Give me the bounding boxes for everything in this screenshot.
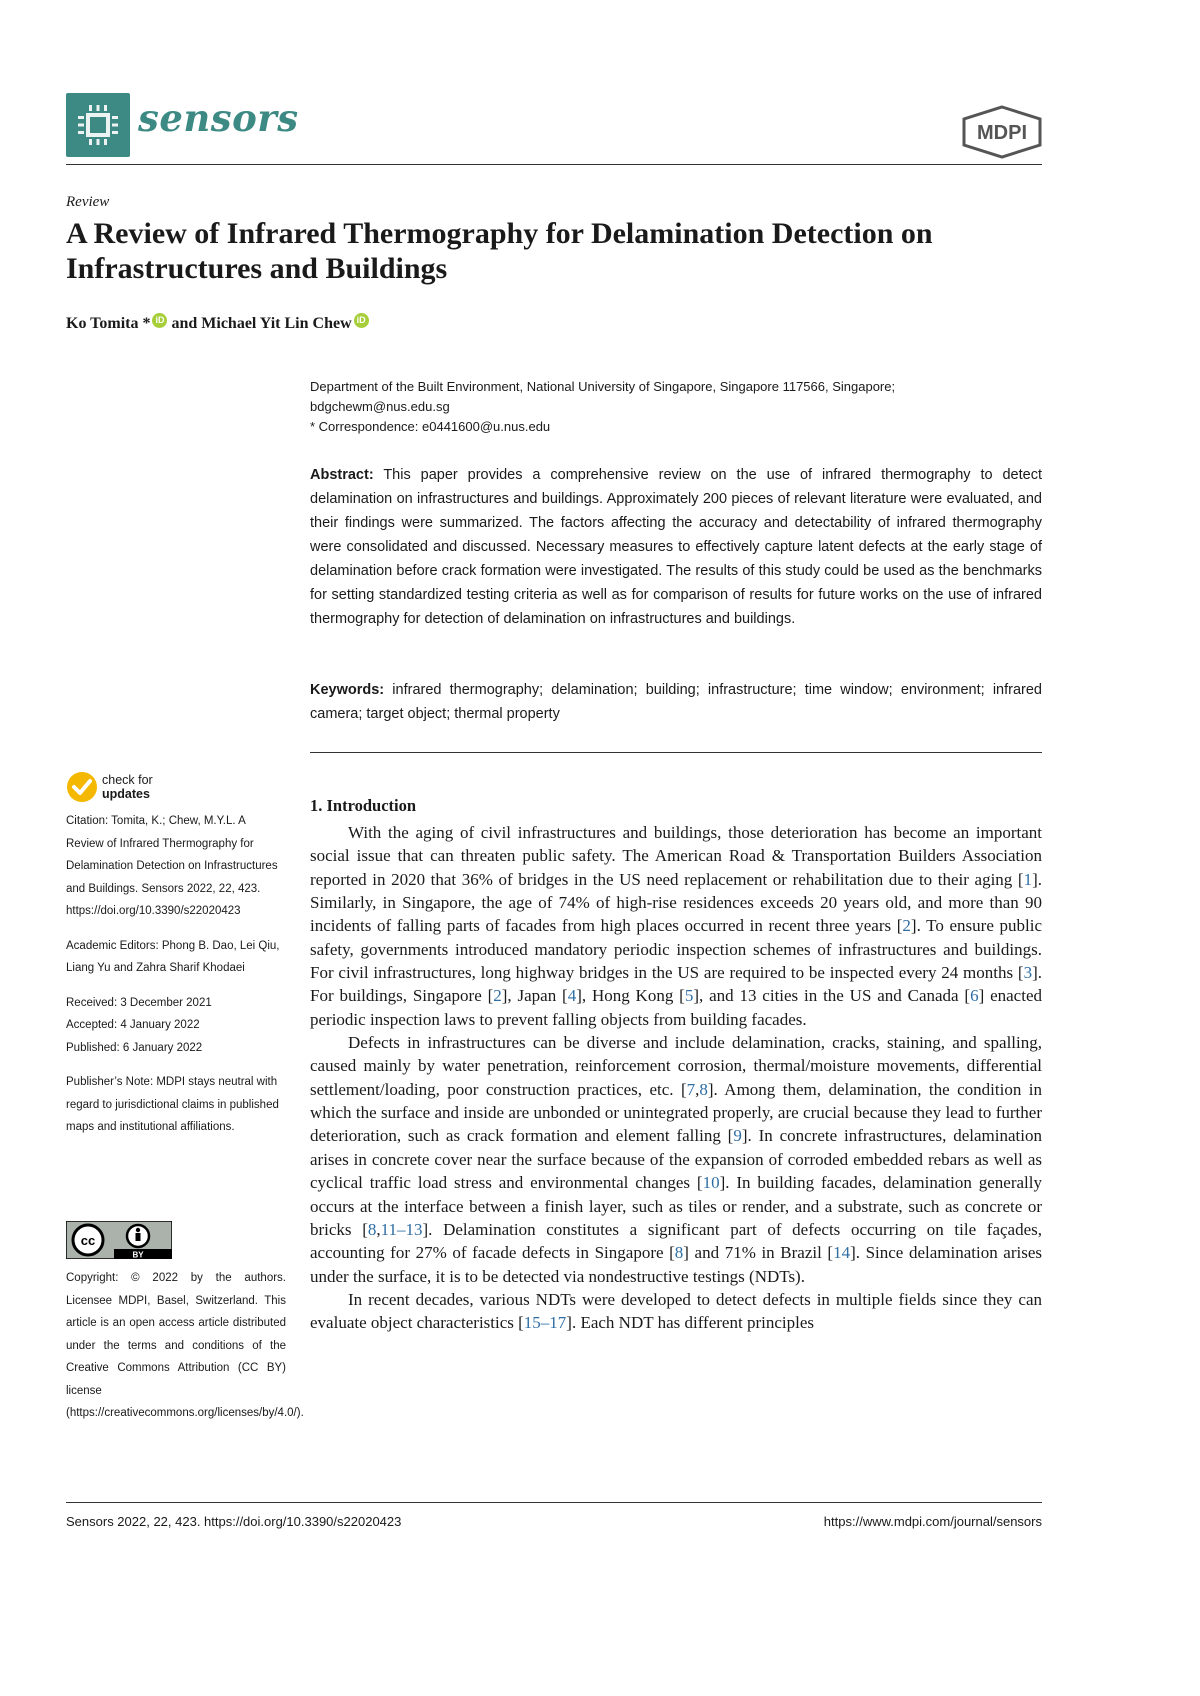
paragraph-text: ,: [695, 1079, 700, 1099]
citation-link[interactable]: 9: [733, 1126, 742, 1146]
section-heading: 1. Introduction: [310, 796, 417, 815]
paragraph-text: ] and 71% in Brazil [: [683, 1243, 834, 1263]
citation-link[interactable]: 11–13: [380, 1219, 423, 1239]
copyright-text: Copyright: © 2022 by the authors. Licensee MDPI, Basel, Switzerland. This article is an open access article distributed under the terms and conditions of the Creative Commons Attribution (CC BY) license (https://creativecommons.org/licenses/by/4.0/).: [66, 1272, 304, 1419]
citation-link[interactable]: 5: [684, 986, 694, 1006]
abstract-label: Abstract:: [310, 467, 374, 483]
check-updates-label: [102, 773, 153, 801]
article-title: A Review of Infrared Thermography for Delamination Detection on Infrastructures and Buildings: [66, 217, 933, 285]
citation-link[interactable]: 8: [367, 1219, 377, 1239]
paragraph-text: ], Japan [: [501, 986, 568, 1006]
citation-link[interactable]: 2: [902, 916, 911, 936]
citation-link[interactable]: 4: [567, 986, 577, 1006]
footer-journal-url[interactable]: https://www.mdpi.com/journal/sensors: [823, 1514, 1042, 1529]
paragraph-text: In recent decades, various NDTs were developed to detect defects in multiple fields since they can evaluate object characteristics [: [310, 1289, 1042, 1333]
check-for-updates-button[interactable]: [66, 771, 153, 803]
citation: Citation: Tomita, K.; Chew, M.Y.L. A Review of Infrared Thermography for Delamination Detection on Infrastructures and Buildings. Sensors 2022, 22, 423. https://doi.org/10.3390/s22020423: [66, 815, 278, 917]
journal-logo: [66, 93, 130, 157]
paragraph-text: ], Hong Kong [: [576, 986, 685, 1006]
affiliation-line: Department of the Built Environment, National University of Singapore, Singapore 117566, Singapore;: [310, 379, 896, 394]
citation-link[interactable]: 1: [1023, 869, 1033, 889]
academic-editors: Academic Editors: Phong B. Dao, Lei Qiu, Liang Yu and Zahra Sharif Khodaei: [66, 939, 280, 974]
journal-name: sensors: [138, 96, 299, 140]
mdpi-logo-text: MDPI: [977, 122, 1027, 144]
check-updates-line: check for: [102, 773, 153, 787]
abstract: [310, 463, 1042, 631]
license-badge-label: BY: [132, 1250, 144, 1259]
citation-link[interactable]: 2: [493, 986, 502, 1006]
published-date: Published: 6 January 2022: [66, 1041, 203, 1054]
author-list: [66, 313, 373, 334]
paragraph-text: With the aging of civil infrastructures and buildings, those deterioration has become an important social issue that can threaten public safety. The American Road & Transportation Builders Association reported in 2020 that 36% of bridges in the US need replacement or rehabilitation due to their aging [: [310, 823, 1042, 889]
accepted-date: Accepted: 4 January 2022: [66, 1019, 200, 1031]
orcid-icon[interactable]: iD: [152, 313, 167, 328]
paragraph-text: ]. Each NDT has different principles: [566, 1313, 814, 1333]
author-email[interactable]: bdgchewm@nus.edu.sg: [310, 399, 450, 414]
citation-link[interactable]: 14: [833, 1243, 851, 1263]
citation-link[interactable]: 7: [686, 1079, 696, 1099]
citation-link[interactable]: 8: [674, 1243, 684, 1263]
footer-divider: [66, 1502, 1042, 1503]
keywords: [310, 678, 1042, 726]
chip-icon: [76, 103, 120, 147]
paragraph-text: ] enacted periodic inspection laws to prevent falling objects from building facades.: [310, 986, 1042, 1029]
publishers-note: Publisher’s Note: MDPI stays neutral with regard to jurisdictional claims in published maps and institutional affiliations.: [66, 1076, 279, 1133]
copyright-block: [66, 1267, 304, 1425]
body-paragraph: [310, 1031, 1042, 1288]
sidebar-citation-block: [66, 810, 286, 1151]
author-name[interactable]: and Michael Yit Lin Chew: [171, 314, 352, 332]
citation-link[interactable]: 15–17: [523, 1313, 567, 1333]
header-divider: [66, 164, 1042, 165]
keywords-label: Keywords:: [310, 682, 385, 698]
paragraph-text: ]. Since delamination arises under the surface, it is to be detected via nondestructive testings (NDTs).: [310, 1243, 1043, 1286]
article-type: Review: [66, 194, 110, 210]
paragraph-text: ]. Delamination constitutes a significant part of defects occurring on tile façades, accounting for 27% of facade defects in Singapore [: [310, 1219, 1042, 1263]
orcid-icon[interactable]: iD: [354, 313, 369, 328]
paragraph-text: ]. Similarly, in Singapore, the age of 74% of high-rise residences exceeds 20 years old, and more than 90 incidents of falling parts of facades from high places occurred in recent three years [: [310, 869, 1042, 936]
paragraph-text: ]. For buildings, Singapore [: [310, 963, 1042, 1006]
correspondence: * Correspondence: e0441600@u.nus.edu: [310, 419, 551, 434]
abstract-text: This paper provides a comprehensive review on the use of infrared thermography to detect delamination on infrastructures and buildings. Approximately 200 pieces of relevant literature were evaluated, and their findings were summarized. The factors affecting the accuracy and detectability of infrared thermography were consolidated and discussed. Necessary measures to effectively capture latent defects at the early stage of delamination before crack formation were investigated. The results of this study could be used as the benchmarks for setting standardized testing criteria as well as for comparison of results for future works on the use of infrared thermography for detection of delamination on infrastructures and buildings.: [310, 467, 1042, 627]
citation-link[interactable]: 3: [1023, 963, 1033, 983]
paragraph-text: Defects in infrastructures can be diverse and include delamination, cracks, staining, and spalling, caused mainly by water penetration, reinforcement corrosion, thermal/moisture movements, differential settlement/loading, poor construction practices, etc. [: [310, 1033, 1042, 1099]
body-paragraph: [310, 821, 1042, 1031]
received-date: Received: 3 December 2021: [66, 996, 212, 1009]
affiliation-block: [310, 377, 1042, 437]
author-name[interactable]: Ko Tomita *: [66, 314, 151, 332]
paragraph-text: ], and 13 cities in the US and Canada [: [693, 986, 971, 1006]
check-updates-icon: [66, 771, 98, 803]
section-divider: [310, 752, 1042, 753]
citation-link[interactable]: 8: [699, 1079, 708, 1099]
keywords-text: infrared thermography; delamination; building; infrastructure; time window; environment; infrared camera; target object; thermal property: [310, 682, 1042, 722]
mdpi-logo: [960, 105, 1044, 159]
cc-by-license-badge[interactable]: [66, 1221, 172, 1259]
paragraph-text: ]. In concrete infrastructures, delamination arises in concrete cover near the surface because of the expansion of corroded embedded rebars as well as cyclical traffic load stress and environmental changes [: [310, 1126, 1042, 1193]
paragraph-text: ]. In building facades, delamination generally occurs at the interface between a finish layer, such as tiles or render, and a substrate, such as concrete or bricks [: [310, 1173, 1043, 1239]
citation-link[interactable]: 10: [702, 1173, 720, 1193]
paragraph-text: ]. Among them, delamination, the condition in which the surface and inside are unbonded or unintegrated properly, are crucial because they lead to further deterioration, such as crack formation and element falling [: [310, 1079, 1042, 1146]
body-paragraph: [310, 1288, 1042, 1335]
citation-link[interactable]: 6: [970, 986, 979, 1006]
body-text: [310, 821, 1042, 1335]
svg-text:cc: cc: [80, 1233, 96, 1248]
check-updates-line: updates: [102, 787, 150, 801]
footer-citation[interactable]: Sensors 2022, 22, 423. https://doi.org/10.3390/s22020423: [66, 1514, 402, 1529]
paragraph-text: ]. To ensure public safety, governments introduced mandatory periodic inspection schemes of infrastructures and buildings. For civil infrastructures, long highway bridges in the US are required to be inspected every 24 months [: [310, 916, 1042, 983]
paragraph-text: ,: [376, 1219, 381, 1239]
